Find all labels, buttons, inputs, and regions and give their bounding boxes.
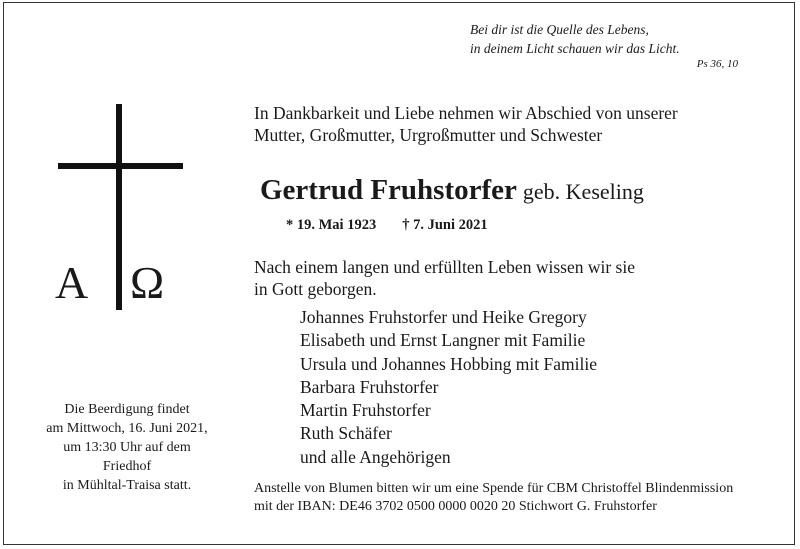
cross-icon-horizontal: [58, 163, 183, 169]
list-item: Elisabeth und Ernst Langner mit Familie: [300, 330, 586, 351]
mourners-list: [300, 306, 597, 469]
list-item: Barbara Fruhstorfer: [300, 376, 439, 397]
intro-text: [254, 102, 774, 146]
intro-line-2: Mutter, Großmutter, Urgroßmutter und Schwester: [254, 125, 603, 145]
funeral-line-5: in Mühltal-Traisa statt.: [62, 478, 192, 493]
faith-line-1: Nach einem langen und erfüllten Leben wissen wir sie: [254, 257, 635, 277]
deceased-name: Gertrud Fruhstorfer: [260, 174, 517, 206]
funeral-info: [42, 400, 212, 495]
funeral-line-1: Die Beerdigung findet: [64, 402, 190, 417]
intro-line-1: In Dankbarkeit und Liebe nehmen wir Abschied von unserer: [254, 103, 678, 123]
donation-line-2: mit der IBAN: DE46 3702 0500 0000 0020 20 Stichwort G. Fruhstorfer: [254, 499, 657, 514]
list-item: Ruth Schäfer: [300, 423, 392, 444]
funeral-line-3: um 13:30 Uhr auf dem: [63, 440, 191, 455]
life-dates: [286, 217, 488, 234]
funeral-line-2: am Mittwoch, 16. Juni 2021,: [46, 421, 208, 436]
birth-date: * 19. Mai 1923: [286, 217, 377, 233]
deceased-name-line: [260, 174, 644, 207]
list-item: Johannes Fruhstorfer und Heike Gregory: [300, 307, 587, 327]
donation-line-1: Anstelle von Blumen bitten wir um eine Spende für CBM Christoffel Blindenmission: [254, 481, 734, 496]
birth-name: geb. Keseling: [522, 179, 644, 204]
list-item: und alle Angehörigen: [300, 446, 451, 467]
list-item: Ursula und Johannes Hobbing mit Familie: [300, 353, 597, 374]
list-item: Martin Fruhstorfer: [300, 400, 431, 421]
faith-line-2: in Gott geborgen.: [254, 279, 377, 299]
faith-text: [254, 256, 754, 300]
alpha-symbol: A: [55, 257, 89, 308]
funeral-line-4: Friedhof: [102, 459, 152, 474]
donation-note: [254, 480, 794, 516]
quote-line-1: Bei dir ist die Quelle des Lebens,: [470, 22, 649, 37]
quote-reference: Ps 36, 10: [696, 58, 738, 70]
quote-line-2: in deinem Licht schauen wir das Licht.: [470, 41, 680, 56]
bible-quote: [470, 20, 770, 70]
death-date: † 7. Juni 2021: [402, 217, 488, 233]
omega-symbol: Ω: [130, 257, 165, 308]
cross-icon-vertical: [116, 104, 122, 310]
